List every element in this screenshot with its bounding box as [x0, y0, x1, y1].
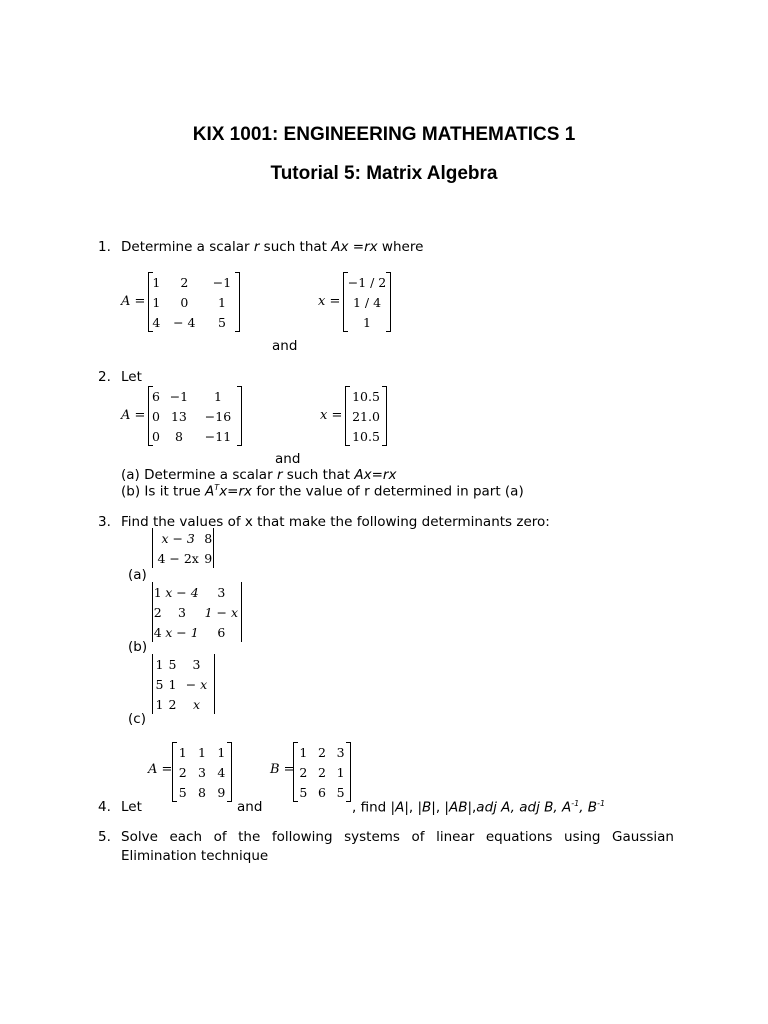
- q2-vector-x: 10.5 21.0 10.5: [345, 386, 387, 446]
- course-title: KIX 1001: ENGINEERING MATHEMATICS 1: [192, 124, 576, 145]
- q4-let: Let: [121, 799, 142, 815]
- q4-b-label: B =: [270, 762, 295, 777]
- q5-number: 5.: [98, 829, 111, 845]
- q3-determinant-a: x − 3 8 4 − 2x 9: [152, 528, 214, 568]
- q3-label-a: (a): [128, 567, 147, 583]
- q5-text-line2: Elimination technique: [121, 848, 269, 864]
- q2-matrix-a: 6 −1 1 0 13 −16 0 8 −11: [148, 386, 242, 446]
- tutorial-title: Tutorial 5: Matrix Algebra: [270, 163, 498, 184]
- q4-and: and: [237, 799, 263, 815]
- q4-matrix-a: 1 1 1 2 3 4 5 8 9: [172, 742, 232, 802]
- q1-text: Determine a scalar r such that Ax =rx where: [121, 239, 424, 255]
- q2-part-b: (b) Is it true $A^Tx=rx$ for the value of r determined in part (a): [121, 483, 524, 500]
- q3-number: 3.: [98, 514, 111, 530]
- q4-matrix-b: 1 2 3 2 2 1 5 6 5: [293, 742, 351, 802]
- q2-let: Let: [121, 369, 142, 385]
- q2-x-label: x =: [320, 408, 343, 423]
- q3-determinant-b: 1 x − 4 3 2 3 1 − x 4 x − 1 6: [152, 582, 242, 642]
- q2-a-label: A =: [121, 408, 146, 423]
- q4-find-text: , find |A|, |B|, |AB|,adj A, adj B, $A^{-1}$, $B^{-1}$: [352, 799, 606, 816]
- q3-label-b: (b): [128, 639, 148, 655]
- q1-number: 1.: [98, 239, 111, 255]
- q2-part-a: (a) Determine a scalar r such that Ax=rx: [121, 467, 397, 483]
- q1-and: and: [272, 338, 298, 354]
- q1-x-label: x =: [318, 294, 341, 309]
- q2-number: 2.: [98, 369, 111, 385]
- q3-label-c: (c): [128, 711, 146, 727]
- q1-vector-x: −1 / 2 1 / 4 1: [343, 272, 391, 332]
- q4-number: 4.: [98, 799, 111, 815]
- q3-text: Find the values of x that make the following determinants zero:: [121, 514, 550, 530]
- q2-and: and: [275, 451, 301, 467]
- q3-determinant-c: 1 5 3 5 1 − x 1 2 x: [152, 654, 215, 714]
- q1-matrix-a: 1 2 −1 1 0 1 4 − 4 5: [148, 272, 240, 332]
- q1-a-label: A =: [121, 294, 146, 309]
- q4-a-label: A =: [148, 762, 173, 777]
- q5-text: Solve each of the following systems of linear equations using Gaussian: [121, 829, 674, 845]
